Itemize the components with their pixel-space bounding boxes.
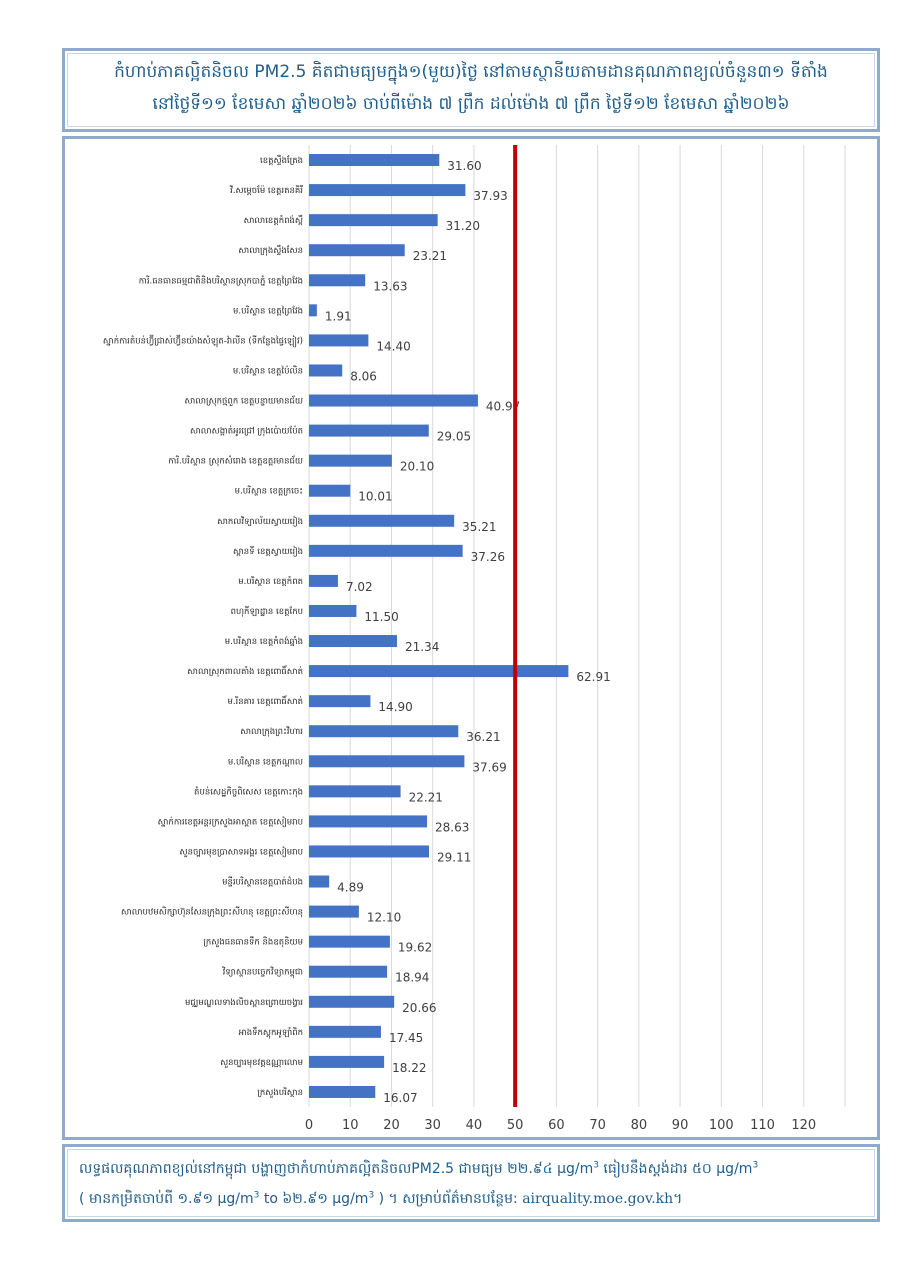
x-tick-label: 110 xyxy=(750,1118,775,1133)
value-label: 1.91 xyxy=(324,309,352,324)
category-label: ពហុកីឡាដ្ឋាន ខេត្តកែប xyxy=(230,606,303,617)
footer-unit-superscript: 3 xyxy=(253,1190,260,1201)
bar xyxy=(309,845,429,857)
bar xyxy=(309,455,392,467)
airquality-website-link[interactable]: airquality.moe.gov.kh xyxy=(522,1191,674,1207)
bar xyxy=(309,395,478,407)
value-label: 62.91 xyxy=(576,670,611,685)
footer-end-mark: ។ xyxy=(673,1191,683,1207)
value-label: 18.94 xyxy=(395,970,430,985)
bar xyxy=(309,545,463,557)
bar xyxy=(309,755,464,767)
bar xyxy=(309,1056,384,1068)
value-label: 17.45 xyxy=(388,1030,424,1045)
chart-title-line-2: នៅថ្ងៃទី១១ ខែមេសា ឆ្នាំ២០២៦ ចាប់ពីម៉ោង ៧ ព្រឹក ដល់ម៉ោង ៧ ព្រឹក ថ្ងៃទី១២ ខែមេសា ឆ្នាំ២០២៦ xyxy=(152,94,790,114)
bar xyxy=(309,785,401,797)
footer-range-text-c: ) ។ សម្រាប់ព័ត៌មានបន្ថែម: xyxy=(374,1191,523,1207)
bar xyxy=(309,936,390,948)
category-label: ម.បរិស្ថាន ខេត្តកំពង់ឆ្នាំង xyxy=(224,637,303,648)
category-label: សាលាក្រុងព្រះវិហារ xyxy=(240,727,303,738)
bar xyxy=(309,665,568,677)
bar xyxy=(309,425,429,437)
bar xyxy=(309,575,338,587)
category-label: សាលាសង្កាត់អូរជ្រៅ ក្រុងប៉ោយប៉ែត xyxy=(190,426,303,437)
value-label: 29.05 xyxy=(436,429,472,444)
value-label: 14.90 xyxy=(378,700,413,715)
footer-summary-line-1 xyxy=(79,1159,867,1180)
bar xyxy=(309,695,370,707)
value-label: 29.11 xyxy=(437,850,472,865)
footer-summary-text-b: ធៀបនឹងស្តង់ដារ ៥០ μg/m xyxy=(598,1161,753,1177)
footer-unit-superscript: 3 xyxy=(593,1160,599,1171)
category-label: សាលាស្រុកពាលតាំង ខេត្តពោធិ៍សាត់ xyxy=(187,667,303,678)
category-label: ម.បរិស្ថាន ខេត្តប៉ៃលិន xyxy=(232,366,303,377)
value-label: 31.20 xyxy=(445,219,480,234)
value-label: 20.10 xyxy=(399,459,435,474)
category-label: វិ.សម្តេចម៉ែ ខេត្តរតនគិរី xyxy=(230,186,303,197)
x-tick-label: 20 xyxy=(383,1118,400,1133)
category-label: សាលាស្រុកថ្មពួក ខេត្តបន្ទាយមានជ័យ xyxy=(184,396,303,407)
value-label: 10.01 xyxy=(358,489,393,504)
bar xyxy=(309,1086,375,1098)
value-label: 22.21 xyxy=(408,790,443,805)
pm25-bar-chart xyxy=(65,139,877,1137)
value-label: 37.69 xyxy=(472,760,507,775)
value-label: 40.97 xyxy=(485,399,521,414)
category-label: ម.បរិស្ថាន ខេត្តក្រចេះ xyxy=(234,486,303,497)
category-label: ក្រសួងធនធានទឹក និងឧតុនិយម xyxy=(203,937,303,948)
bar xyxy=(309,304,317,316)
category-label: វិទ្យាស្ថានបច្ចេកវិទ្យាកម្ពុជា xyxy=(222,967,303,978)
footer-summary-text-a: លទ្ធផលគុណភាពខ្យល់នៅកម្ពុជា បង្ហាញថាកំហាប់ភាគល្អិតនិចលPM2.5 ជាមធ្យម ២២.៩៤ μg/m xyxy=(79,1161,594,1177)
category-label: ម.បរិស្ថាន ខេត្តព្រៃវែង xyxy=(233,306,303,317)
footer-range-text-a: ( មានកម្រិតចាប់ពី ១.៩១ μg/m xyxy=(79,1191,254,1207)
value-label: 28.63 xyxy=(435,820,470,835)
chart-box xyxy=(62,136,880,1140)
bar xyxy=(309,605,356,617)
category-label: ស្នាក់ការតំបន់ហ្វ៊ីជ្រាស់ហ្វ៊ីនយ៉ាងសំឡុត-វ៉ាលីន (ទីកន្លែងផ្ទៃឡៀវ) xyxy=(102,336,303,347)
footer-unit-superscript: 3 xyxy=(752,1160,759,1171)
category-label: ម.រិនគារ ខេត្តពោធិ៍សាត់ xyxy=(227,697,303,708)
x-tick-label: 70 xyxy=(589,1118,606,1133)
bar xyxy=(309,906,359,918)
value-label: 14.40 xyxy=(376,339,411,354)
category-label: ការិ.បរិស្ថាន ស្រុកសំរោង ខេត្តឧត្តរមានជ័យ xyxy=(168,456,303,467)
value-label: 37.26 xyxy=(470,549,505,564)
footer-summary-line-2 xyxy=(79,1189,867,1210)
x-tick-label: 0 xyxy=(304,1118,314,1133)
category-label: ម.បរិស្ថាន ខេត្តកំពត xyxy=(238,576,303,587)
chart-title-line-1: កំហាប់ភាគល្អិតនិចល PM2.5 គិតជាមធ្យមក្នុង១(មួយ)ថ្ងៃ នៅតាមស្ថានីយតាមដានគុណភាពខ្យល់ចំនួន៣១ ទីតាំង xyxy=(114,62,828,82)
x-tick-label: 120 xyxy=(791,1118,817,1133)
value-label: 20.66 xyxy=(402,1000,437,1015)
x-tick-label: 90 xyxy=(671,1118,689,1133)
value-label: 35.21 xyxy=(462,519,497,534)
bar xyxy=(309,184,465,196)
value-label: 21.34 xyxy=(404,640,440,655)
category-label: តំបន់សេដ្ឋកិច្ចពិសេស ខេត្តកោះកុង xyxy=(194,787,303,798)
value-label: 36.21 xyxy=(466,730,501,745)
category-label: អាងទឹកស្តុកអូឡាំពិក xyxy=(238,1027,303,1038)
category-label: សួនច្បារមុខប្រាសាទអង្គរ ខេត្តសៀមរាប xyxy=(179,847,303,858)
category-label: ខេត្តស្ទឹងត្រែង xyxy=(260,156,303,167)
category-label: ស្ពានទី ខេត្តស្វាយរៀង xyxy=(233,546,303,557)
category-label: ការិ.ធនធានធម្មជាតិនិងបរិស្ថានស្រុកបាភ្នំ ខេត្តព្រៃវែង xyxy=(138,276,303,287)
bar xyxy=(309,815,427,827)
value-label: 7.02 xyxy=(345,579,373,594)
x-tick-label: 80 xyxy=(630,1118,648,1133)
bar xyxy=(309,485,350,497)
value-label: 12.10 xyxy=(366,910,402,925)
x-tick-label: 100 xyxy=(708,1118,734,1133)
value-label: 31.60 xyxy=(447,159,482,174)
title-box xyxy=(62,48,880,132)
x-tick-label: 60 xyxy=(548,1118,565,1133)
bar xyxy=(309,244,405,256)
x-tick-label: 50 xyxy=(506,1118,524,1133)
x-tick-label: 10 xyxy=(341,1118,359,1133)
bar xyxy=(309,515,454,527)
category-label: ស្នាក់ការខេត្តអន្តរក្រសួងអាស្ពាត ខេត្តសៀមរាប xyxy=(157,817,303,828)
bar xyxy=(309,214,438,226)
category-label: សាលាក្រុងស្ទឹងសែន xyxy=(238,246,303,257)
category-label: សាកលវិទ្យាល័យស្វាយរៀង xyxy=(217,516,303,527)
bar xyxy=(309,334,368,346)
bar xyxy=(309,876,329,888)
value-label: 19.62 xyxy=(397,940,433,955)
footer-box xyxy=(62,1144,880,1222)
category-label: សាលាបឋមសិក្សាហ៊ុនសែនក្រុងព្រះសីហនុ ខេត្តព្រះសីហនុ xyxy=(120,907,303,918)
x-tick-label: 30 xyxy=(424,1118,441,1133)
x-tick-label: 40 xyxy=(465,1118,483,1133)
value-label: 23.21 xyxy=(412,249,448,264)
bar xyxy=(309,635,397,647)
category-label: សួនច្បារមុខវត្តឧណ្ណាលោម xyxy=(220,1057,303,1068)
bar xyxy=(309,966,387,978)
category-label: ក្រសួងបរិស្ថាន xyxy=(257,1087,303,1098)
value-label: 16.07 xyxy=(383,1090,418,1105)
footer-unit-superscript: 3 xyxy=(368,1190,375,1201)
bar xyxy=(309,364,342,376)
value-label: 8.06 xyxy=(350,369,377,384)
category-label: ម.បរិស្ថាន ខេត្តកណ្តាល xyxy=(227,757,303,768)
value-label: 11.50 xyxy=(364,609,399,624)
value-label: 13.63 xyxy=(373,279,408,294)
category-label: សាលាខេត្តកំពង់ស្ពឺ xyxy=(243,216,303,227)
value-label: 4.89 xyxy=(337,880,364,895)
bar xyxy=(309,996,394,1008)
value-label: 18.22 xyxy=(392,1060,427,1075)
footer-range-text-b: to ៦២.៩១ μg/m xyxy=(259,1191,369,1207)
bar xyxy=(309,1026,381,1038)
category-label: មជ្ឈមណ្ឌលទាងលិចស្ពានព្រោយចង្វារ xyxy=(185,997,303,1008)
bar xyxy=(309,725,458,737)
bar xyxy=(309,274,365,286)
bar xyxy=(309,154,439,166)
category-label: មន្ទីរបរិស្ថានខេត្តបាត់ដំបង xyxy=(222,877,303,888)
value-label: 37.93 xyxy=(473,189,508,204)
